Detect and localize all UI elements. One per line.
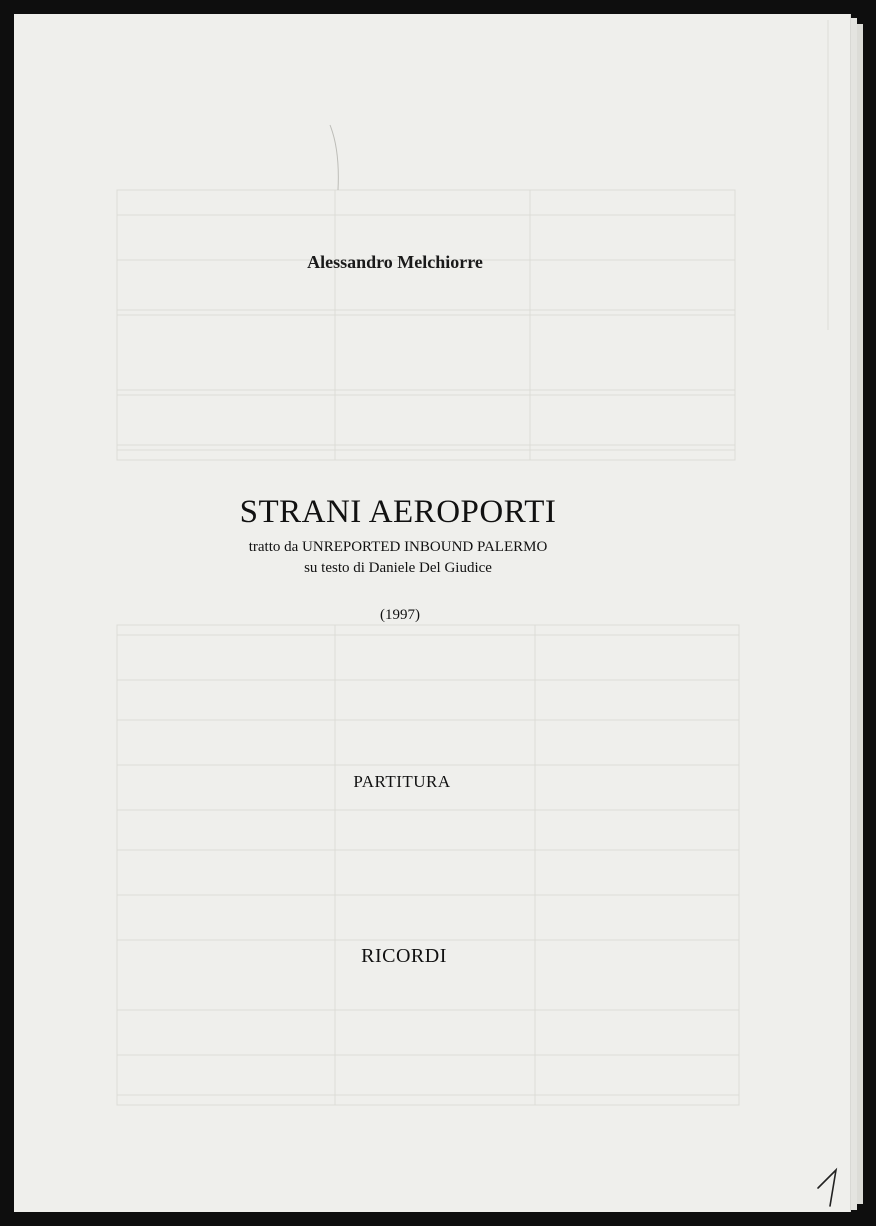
work-title: STRANI AEROPORTI bbox=[239, 494, 557, 530]
composition-year: (1997) bbox=[380, 607, 420, 623]
composer-name: Alessandro Melchiorre bbox=[307, 252, 483, 272]
edition-type: PARTITURA bbox=[353, 772, 451, 791]
publisher-name: RICORDI bbox=[361, 945, 447, 967]
text-author-line: su testo di Daniele Del Giudice bbox=[304, 560, 492, 576]
handwritten-page-number bbox=[814, 1160, 854, 1210]
source-title: UNREPORTED INBOUND PALERMO bbox=[302, 539, 548, 555]
source-prefix: tratto da bbox=[248, 539, 303, 555]
source-line bbox=[0, 539, 796, 556]
